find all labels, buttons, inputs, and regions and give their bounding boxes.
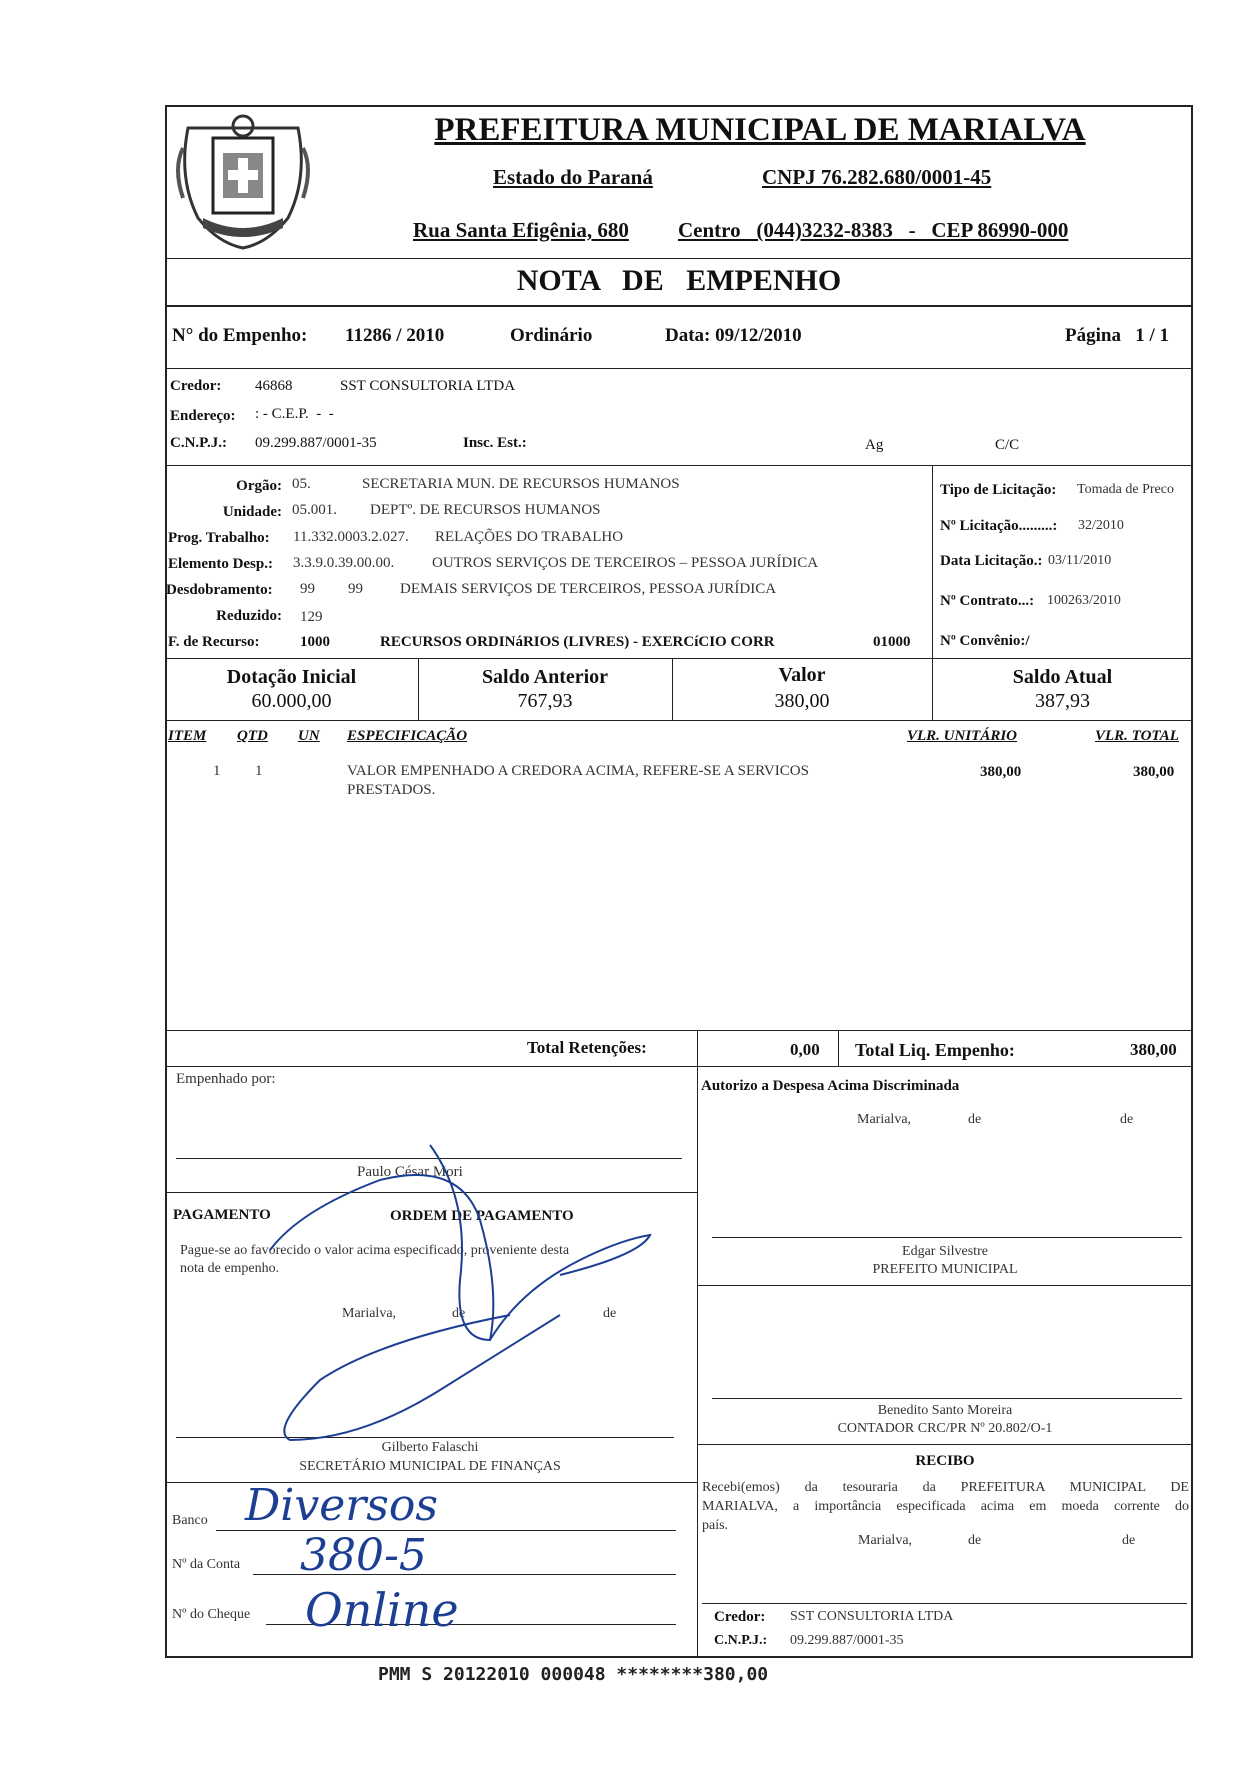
page-title: PREFEITURA MUNICIPAL DE MARIALVA [434,112,1086,148]
autorizo-heading: Autorizo a Despesa Acima Discriminada [701,1078,960,1094]
orgao-desc: SECRETARIA MUN. DE RECURSOS HUMANOS [362,476,680,492]
recibo-line3: país. [702,1518,729,1533]
row-qtd: 1 [255,763,263,779]
pague-se-line1: Pague-se ao favorecido o valor acima especificado, proveniente desta [180,1243,570,1258]
page-number: Página 1 / 1 [1065,325,1169,346]
unidade-value: 05.001. [292,502,337,518]
credor-recibo-label: Credor: [714,1609,766,1625]
row-desc-line1: VALOR EMPENHADO A CREDORA ACIMA, REFERE-SE A SERVICOS [347,763,809,779]
contrato-label: Nº Contrato...: [940,593,1035,609]
orgao-value: 05. [292,476,311,492]
total-retencoes-label: Total Retenções: [527,1038,647,1057]
prog-value: 11.332.0003.2.027. [293,529,409,545]
cnpj-recibo-label: C.N.P.J.: [714,1633,768,1648]
data-licitacao-value: 03/11/2010 [1048,553,1112,568]
divider [165,1030,1193,1031]
divider [697,1285,1193,1286]
cc-label: C/C [995,437,1020,453]
date-de: de [968,1112,982,1127]
date-de: de [1122,1533,1136,1548]
saldo-atual-value: 387,93 [1035,690,1090,712]
reduzido-label: Reduzido: [216,608,282,624]
ordem-pagamento-heading: ORDEM DE PAGAMENTO [390,1208,574,1224]
licitacao-number-label: Nº Licitação.........: [940,518,1058,534]
endereco-label: Endereço: [170,408,236,424]
signature-line [712,1237,1182,1238]
prog-label: Prog. Trabalho: [168,530,270,546]
fonte-recurso-desc: RECURSOS ORDINáRIOS (LIVRES) - EXERCíCIO CORR [380,634,775,650]
banco-handwritten: Diversos [245,1480,438,1531]
dotacao-label: Dotação Inicial [226,666,357,688]
col-unit-header: VLR. UNITÁRIO [907,728,1018,744]
divider [165,465,1193,466]
credor-name: SST CONSULTORIA LTDA [340,378,516,394]
reduzido-value: 129 [300,609,323,625]
orgao-label: Orgão: [236,478,282,494]
row-desc-line2: PRESTADOS. [347,782,436,798]
coat-of-arms-logo [168,108,318,258]
signature-line [702,1603,1187,1604]
divider [697,1030,698,1066]
divider [838,1030,839,1066]
prog-desc: RELAÇÕES DO TRABALHO [435,529,624,545]
conta-label: Nº da Conta [172,1557,241,1572]
total-liq-label: Total Liq. Empenho: [855,1040,1015,1060]
insc-est-label: Insc. Est.: [463,435,527,451]
banco-label: Banco [172,1513,208,1528]
cnpj-recibo-value: 09.299.887/0001-35 [790,1633,904,1648]
valor-value: 380,00 [774,690,830,712]
cheque-handwritten: Online [305,1583,459,1637]
saldo-anterior-label: Saldo Anterior [481,666,609,688]
empenhado-por-label: Empenhado por: [176,1071,276,1087]
cnpj-label: CNPJ 76.282.680/0001-45 [762,165,992,189]
gilberto-name: Gilberto Falaschi [381,1440,479,1455]
divider [165,658,1193,659]
tipo-licitacao-label: Tipo de Licitação: [940,482,1057,498]
row-unit-value: 380,00 [980,764,1022,780]
col-total-header: VLR. TOTAL [1095,728,1179,744]
row-total-value: 380,00 [1133,764,1175,780]
prefeito-title: PREFEITO MUNICIPAL [872,1262,1018,1277]
divider [165,305,1193,307]
benedito-name: Benedito Santo Moreira [877,1403,1013,1418]
valor-label: Valor [778,664,826,686]
secretario-title: SECRETÁRIO MUNICIPAL DE FINANÇAS [299,1459,561,1474]
convenio-label: Nº Convênio:/ [940,633,1030,649]
divider [165,1066,1193,1067]
contador-title: CONTADOR CRC/PR Nº 20.802/O-1 [837,1421,1053,1436]
col-un-header: UN [298,728,320,744]
saldo-atual-label: Saldo Atual [1012,666,1113,688]
credor-cnpj: 09.299.887/0001-35 [255,435,377,451]
total-liq-value: 380,00 [1130,1040,1177,1059]
fonte-recurso-value: 1000 [300,634,330,650]
saldo-anterior-value: 767,93 [517,690,573,712]
divider [165,368,1193,369]
desdobramento-a: 99 [300,581,315,597]
edgar-name: Edgar Silvestre [902,1244,988,1259]
empenho-date: Data: 09/12/2010 [665,325,802,346]
state-label: Estado do Paraná [493,165,653,189]
recibo-heading: RECIBO [915,1453,975,1469]
address-contact: Centro (044)3232-8383 - CEP 86990-000 [678,218,1069,242]
date-de: de [968,1533,982,1548]
empenho-type: Ordinário [510,325,593,346]
credor-recibo-name: SST CONSULTORIA LTDA [790,1609,954,1624]
unidade-desc: DEPTº. DE RECURSOS HUMANOS [370,502,601,518]
document-title: NOTA DE EMPENHO [516,264,842,297]
desdobramento-label: Desdobramento: [166,582,273,598]
marialva-label: Marialva, [857,1112,912,1127]
signature-line [712,1398,1182,1399]
unidade-label: Unidade: [222,504,282,520]
desdobramento-desc: DEMAIS SERVIÇOS DE TERCEIROS, PESSOA JURÍDICA [400,581,777,597]
empenho-number-label: N° do Empenho: [172,325,308,346]
divider [165,720,1193,721]
empenho-number: 11286 / 2010 [345,325,445,346]
conta-handwritten: 380-5 [300,1530,427,1581]
dotacao-value: 60.000,00 [251,690,332,712]
divider [697,1444,1193,1445]
contrato-value: 100263/2010 [1047,593,1121,608]
recibo-line2: MARIALVA, a importância especificada acima em moeda corrente do [702,1499,1189,1514]
date-de: de [1120,1112,1134,1127]
endereco-value: : - C.E.P. - - [255,406,334,422]
cheque-label: Nº do Cheque [172,1607,251,1622]
elemento-value: 3.3.9.0.39.00.00. [293,555,395,571]
desdobramento-b: 99 [348,581,363,597]
pagamento-heading: PAGAMENTO [173,1207,271,1223]
recibo-line1: Recebi(emos) da tesouraria da PREFEITURA MUNICIPAL DE [702,1480,1189,1495]
date-de: de [452,1306,466,1321]
licitacao-number: 32/2010 [1078,518,1124,533]
date-de: de [603,1306,617,1321]
marialva-label: Marialva, [858,1533,913,1548]
ag-label: Ag [865,437,884,453]
tipo-licitacao-value: Tomada de Preco [1077,482,1174,497]
elemento-label: Elemento Desp.: [168,556,273,572]
divider [697,1066,698,1658]
total-retencoes-value: 0,00 [790,1040,820,1059]
elemento-desc: OUTROS SERVIÇOS DE TERCEIROS – PESSOA JURÍDICA [432,555,819,571]
col-qtd-header: QTD [237,728,268,744]
signature-scribble [260,1140,680,1460]
divider [932,465,933,658]
address-street: Rua Santa Efigênia, 680 [413,218,629,242]
col-esp-header: ESPECIFICAÇÃO [347,728,468,744]
marialva-label: Marialva, [342,1306,397,1321]
divider [165,258,1193,259]
empenhado-por-name: Paulo César Mori [357,1164,463,1180]
fonte-recurso-code: 01000 [873,634,911,650]
cnpj-label-credor: C.N.P.J.: [170,435,227,451]
pague-se-line2: nota de empenho. [180,1261,280,1276]
col-item-header: ITEM [168,728,207,744]
credor-code: 46868 [255,378,293,394]
fonte-recurso-label: F. de Recurso: [168,634,260,650]
data-licitacao-label: Data Licitação.: [940,553,1043,569]
row-item: 1 [213,763,221,779]
payment-stamp: PMM S 20122010 000048 ********380,00 [378,1664,769,1685]
credor-label: Credor: [170,378,222,394]
